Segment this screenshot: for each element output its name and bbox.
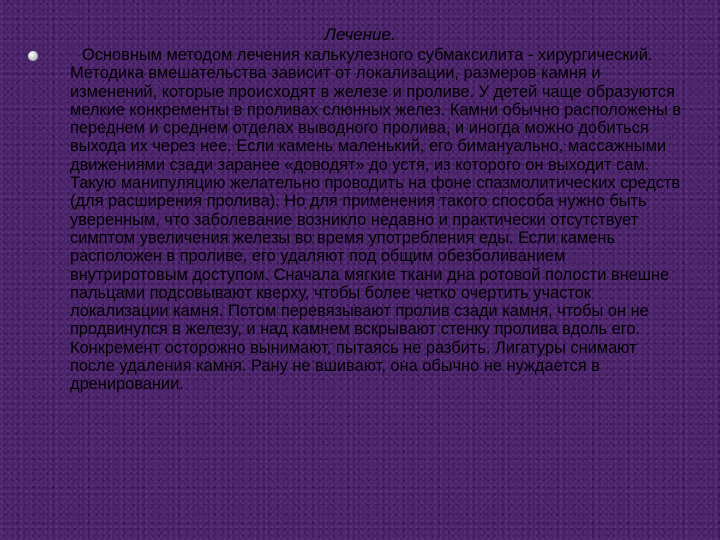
slide-title: Лечение. bbox=[324, 25, 396, 44]
body-paragraph: Основным методом лечения калькулезного субмаксилита - хирургический. Методика вмешательства зависит от локализации, размеров камня и изменений, которые происходят в железе и проливе. У детей чаще образуются мелкие конкременты в проливах слюнных желез. Камни обычно расположены в переднем и среднем отделах выводного пролива, и иногда можно добиться выхода их через нее. Если камень маленький, его бимануально, массажными движениями сзади заранее «доводят» до устя, из которого он выходит сам. Такую манипуляцию желательно проводить на фоне спазмолитических средств (для расширения пролива). Но для применения такого способа нужно быть уверенным, что заболевание возникло недавно и практически отсутствует симптом увеличения железы во время употребления еды. Если камень расположен в проливе, его удаляют под общим обезболиванием внутриротовым доступом. Сначала мягкие ткани дна ротовой полости внешне пальцами подсовывают кверху, чтобы более четко очертить участок локализации камня. Потом перевязывают пролив сзади камня, чтобы он не продвинулся в железу, и над камнем вскрывают стенку пролива вдоль его. Конкремент осторожно вынимают, пытаясь не разбить. Лигатуры снимают после удаления камня. Рану не вшивают, она обычно не нуждается в дренировании. bbox=[70, 46, 682, 394]
bullet-dot-icon bbox=[28, 51, 38, 61]
